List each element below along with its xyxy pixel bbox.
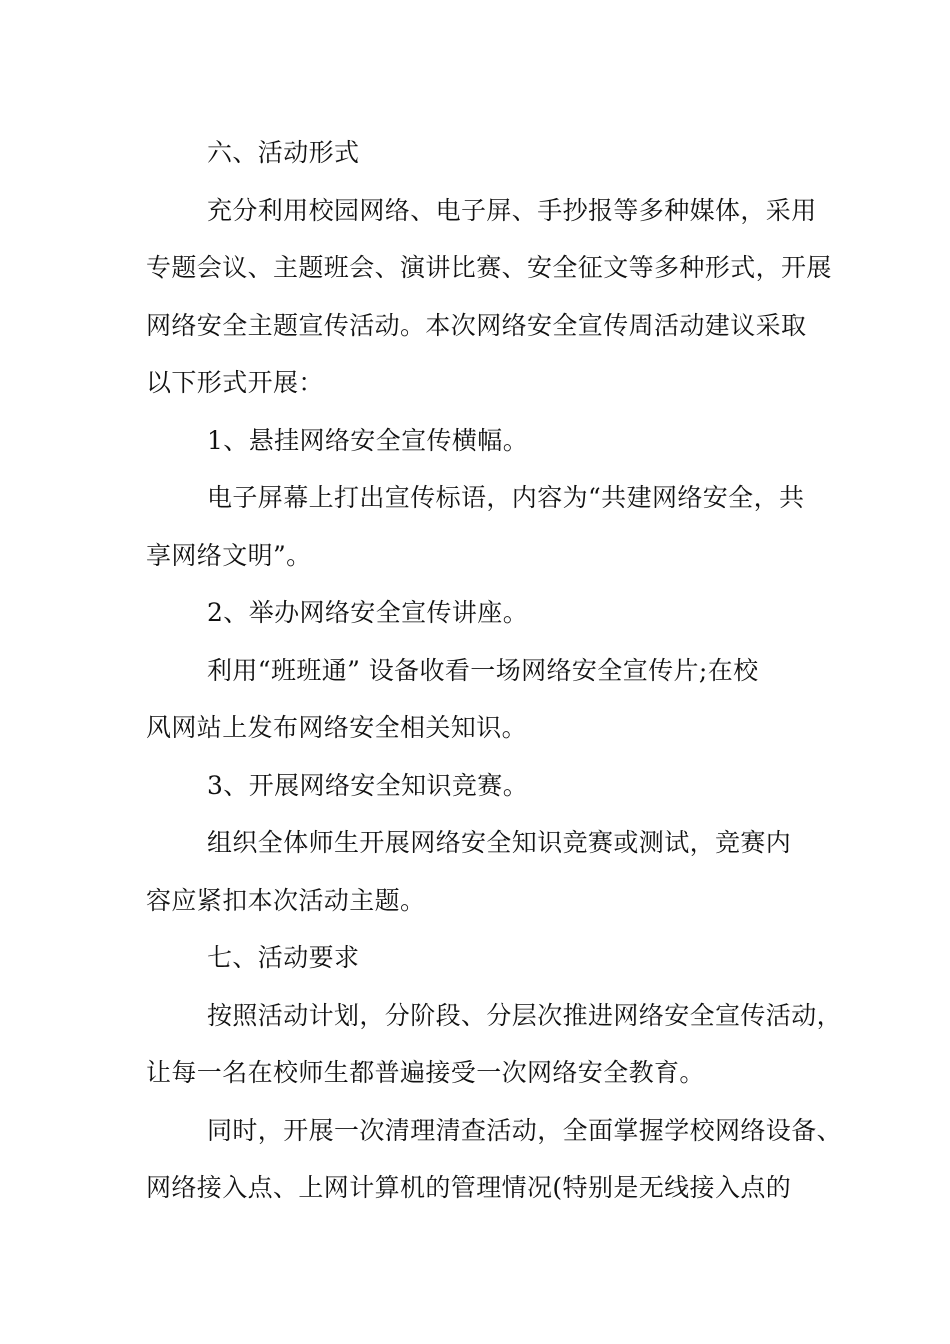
paragraph-line: 组织全体师生开展网络安全知识竞赛或测试，竞赛内 <box>207 828 792 857</box>
paragraph-line: 容应紧扣本次活动主题。 <box>146 885 426 915</box>
paragraph-line: 利用“班班通” 设备收看一场网络安全宣传片;在校 <box>207 655 759 685</box>
paragraph-line: 按照活动计划，分阶段、分层次推进网络安全宣传活动， <box>207 1000 843 1030</box>
section-heading-activity-requirements: 七、活动要求 <box>207 943 360 972</box>
paragraph-line: 网络接入点、上网计算机的管理情况(特别是无线接入点的 <box>146 1173 792 1202</box>
list-item-heading: 1、悬挂网络安全宣传横幅。 <box>207 425 529 455</box>
paragraph-line: 享网络文明”。 <box>146 540 312 570</box>
list-item-heading: 3、开展网络安全知识竞赛。 <box>207 770 529 800</box>
paragraph-line: 以下形式开展： <box>146 368 324 397</box>
paragraph-line: 网络安全主题宣传活动。本次网络安全宣传周活动建议采取 <box>146 310 807 340</box>
list-item-heading: 2、举办网络安全宣传讲座。 <box>207 598 529 627</box>
document-body <box>146 124 843 1217</box>
paragraph-line: 同时，开展一次清理清查活动，全面掌握学校网络设备、 <box>207 1115 843 1145</box>
section-heading-activity-format: 六、活动形式 <box>207 138 360 167</box>
paragraph-line: 风网站上发布网络安全相关知识。 <box>146 713 528 742</box>
paragraph-line: 电子屏幕上打出宣传标语，内容为“共建网络安全，共 <box>207 483 805 512</box>
paragraph-line: 充分利用校园网络、电子屏、手抄报等多种媒体，采用 <box>207 195 817 225</box>
paragraph-line: 让每一名在校师生都普遍接受一次网络安全教育。 <box>146 1058 705 1087</box>
paragraph-line: 专题会议、主题班会、演讲比赛、安全征文等多种形式，开展 <box>146 253 832 282</box>
